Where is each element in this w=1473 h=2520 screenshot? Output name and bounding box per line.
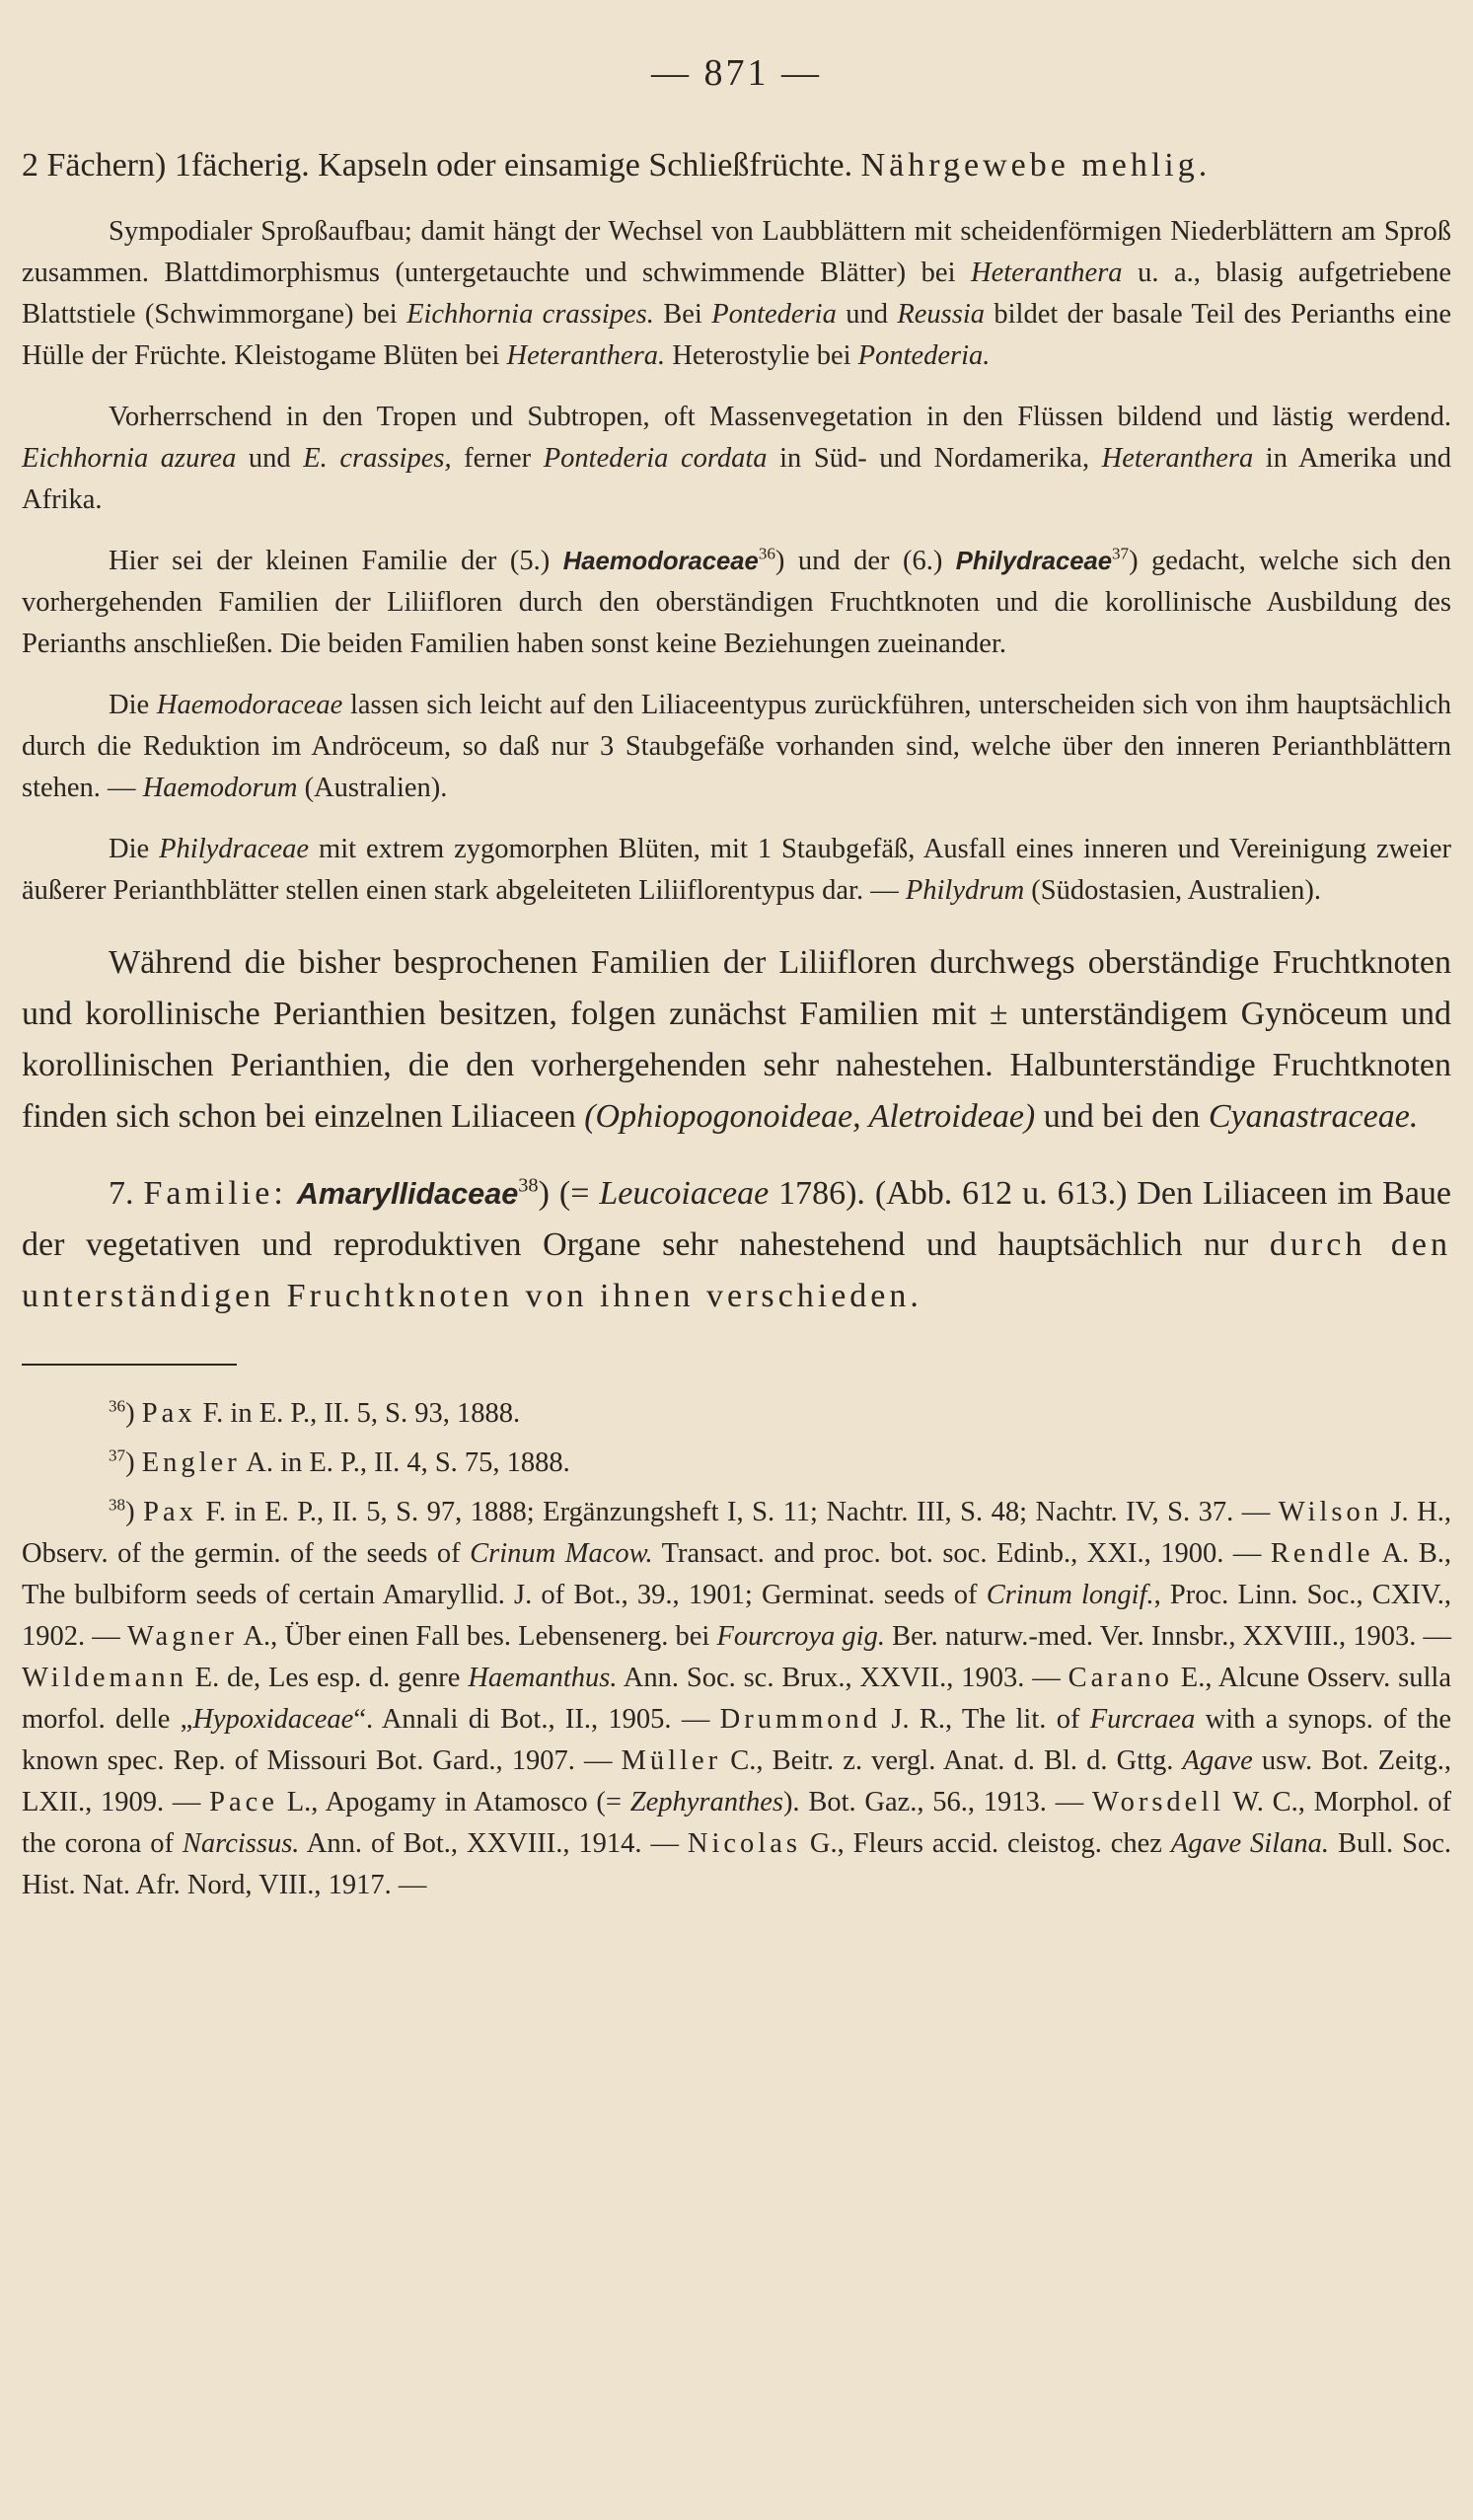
footnote-37: $^{37}$) Engler A. in E. P., II. 4, S. 75, 1888.: [109, 1445, 570, 1478]
paragraph-small-families: Hier sei der kleinen Familie der (5.) Haemodoraceae$^{36}$) und der (6.) Philydraceae$^{37}$) gedacht, welche sich den vorhergehenden Familien der Liliifloren durch den oberständigen Fruchtknoten und die korollinische Ausbildung des Perianths anschließen. Die beiden Familien haben sonst keine Beziehungen zueinander.: [22, 544, 1451, 659]
paragraph-philydraceae: Die Philydraceae mit extrem zygomorphen Blüten, mit 1 Staubgefäß, Ausfall eines inneren und Vereinigung zweier äußerer Perianthblätter stellen einen stark abgeleiteten Liliiflorentypus dar. — Philydrum (Südostasien, Australien).: [22, 834, 1451, 906]
footnote-36: $^{36}$) Pax F. in E. P., II. 5, S. 93, 1888.: [109, 1396, 521, 1429]
paragraph-morphology: Sympodialer Sproßaufbau; damit hängt der Wechsel von Laubblättern mit scheidenförmigen Niederblättern am Sproß zusammen. Blattdimorphismus (untergetauchte und schwimmende Blätter) bei Heteranthera u. a., blasig aufgetriebene Blattstiele (Schwimmorgane) bei Eichhornia crassipes. Bei Pontederia und Reussia bildet der basale Teil des Perianths eine Hülle der Früchte. Kleistogame Blüten bei Heteranthera. Heterostylie bei Pontederia.: [22, 216, 1451, 371]
paragraph-amaryllidaceae: 7. Familie: Amaryllidaceae$^{38}$) (= Leucoiaceae 1786). (Abb. 612 u. 613.) Den Liliaceen im Baue der vegetativen und reproduktiven Organe sehr nahestehend und hauptsächlich nur durch den unterständigen Fruchtknoten von ihnen verschieden.: [22, 1174, 1452, 1314]
paragraph-fruit: 2 Fächern) 1fächerig. Kapseln oder einsamige Schließfrüchte. Nährgewebe mehlig.: [22, 147, 1208, 184]
paragraph-distribution: Vorherrschend in den Tropen und Subtropen, oft Massenvegetation in den Flüssen bildend und lästig werdend. Eichhornia azurea und E. crassipes, ferner Pontederia cordata in Süd- und Nordamerika, Heteranthera in Amerika und Afrika.: [22, 402, 1452, 515]
page-number: — 871 —: [651, 52, 822, 94]
footnotes: [22, 1393, 1451, 1906]
paragraph-haemodoraceae: Die Haemodoraceae lassen sich leicht auf den Liliaceentypus zurückführen, unterscheiden sich von ihm hauptsächlich durch die Reduktion im Andröceum, so daß nur 3 Staubgefäße vorhanden sind, welche über den inneren Perianthblättern stehen. — Haemodorum (Australien).: [22, 690, 1451, 803]
paragraph-transition: Während die bisher besprochenen Familien der Liliifloren durchwegs oberständige Fruchtknoten und korollinische Perianthien besitzen, folgen zunächst Familien mit ± unterständigem Gynöceum und korollinischen Perianthien, die den vorhergehenden sehr nahestehen. Halbunterständige Fruchtknoten finden sich schon bei einzelnen Liliaceen (Ophiopogonoideae, Aletroideae) und bei den Cyanastraceae.: [22, 944, 1451, 1135]
footnote-38: $^{38}$) Pax F. in E. P., II. 5, S. 97, 1888; Ergänzungsheft I, S. 11; Nachtr. III, S. 48; Nachtr. IV, S. 37. — Wilson J. H., Observ. of the germin. of the seeds of Crinum Macow. Transact. and proc. bot. soc. Edinb., XXI., 1900. — Rendle A. B., The bulbiform seeds of certain Amaryllid. J. of Bot., 39., 1901; Germinat. seeds of Crinum longif., Proc. Linn. Soc., CXIV., 1902. — Wagner A., Über einen Fall bes. Lebensenerg. bei Fourcroya gig. Ber. naturw.-med. Ver. Innsbr., XXVIII., 1903. — Wildemann E. de, Les esp. d. genre Haemanthus. Ann. Soc. sc. Brux., XXVII., 1903. — Carano E., Alcune Osserv. sulla morfol. delle „Hypoxidaceae“. Annali di Bot., II., 1905. — Drummond J. R., The lit. of Furcraea with a synops. of the known spec. Rep. of Missouri Bot. Gard., 1907. — Müller C., Beitr. z. vergl. Anat. d. Bl. d. Gttg. Agave usw. Bot. Zeitg., LXII., 1909. — Pace L., Apogamy in Atamosco (= Zephyranthes). Bot. Gaz., 56., 1913. — Worsdell W. C., Morphol. of the corona of Narcissus. Ann. of Bot., XXVIII., 1914. — Nicolas G., Fleurs accid. cleistog. chez Agave Silana. Bull. Soc. Hist. Nat. Afr. Nord, VIII., 1917. —: [22, 1495, 1452, 1900]
footnote-divider: [22, 1364, 237, 1366]
